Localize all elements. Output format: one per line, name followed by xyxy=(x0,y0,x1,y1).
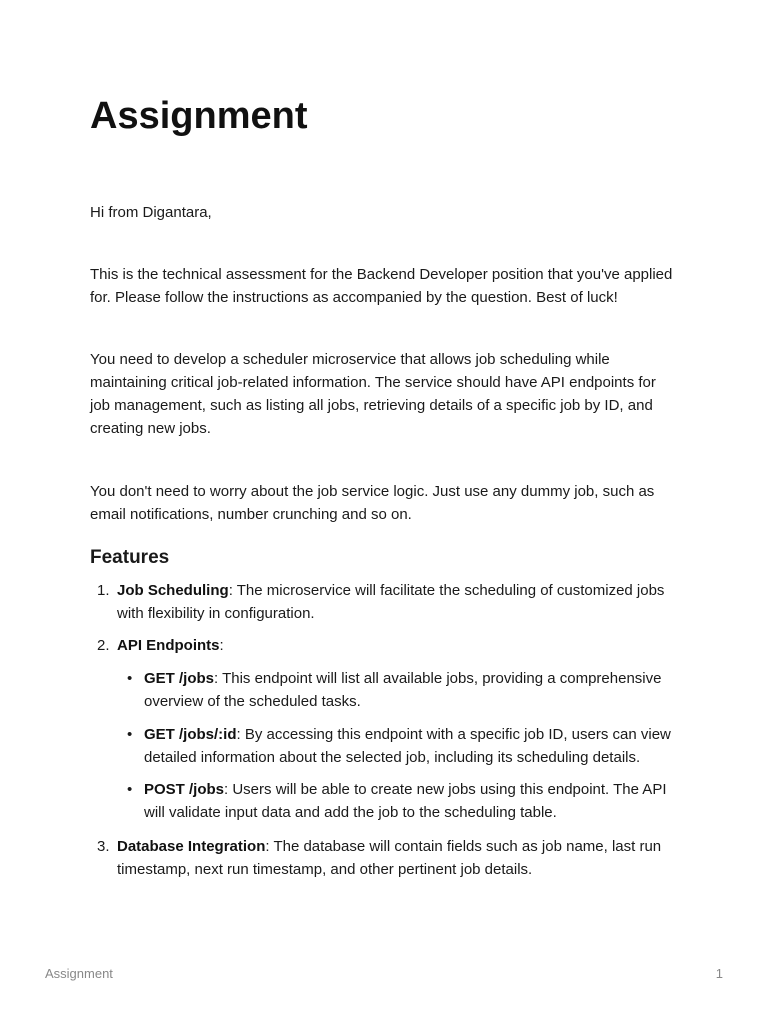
endpoint-description: : By accessing this endpoint with a specific job ID, users can view detailed information about the selected job, including its scheduling details. xyxy=(144,726,671,766)
endpoint-text xyxy=(144,723,680,769)
endpoint-item-get-jobs xyxy=(117,667,680,713)
task-paragraph: You need to develop a scheduler microservice that allows job scheduling while maintaining critical job-related information. The service should have API endpoints for job management, such as listing all jobs, retrieving details of a specific job by ID, and creating new jobs. xyxy=(90,351,656,437)
endpoint-description: : This endpoint will list all available jobs, providing a comprehensive overview of the scheduled tasks. xyxy=(144,670,662,710)
greeting-paragraph: Hi from Digantara, xyxy=(90,204,212,221)
endpoint-item-post-jobs xyxy=(117,778,680,824)
list-number: 2. xyxy=(97,637,110,654)
bullet-icon: • xyxy=(127,781,133,798)
feature-text xyxy=(117,835,680,881)
feature-text xyxy=(117,634,680,657)
feature-description: : The microservice will facilitate the scheduling of customized jobs with flexibility in configuration. xyxy=(117,582,665,622)
feature-text xyxy=(117,579,680,625)
endpoint-text xyxy=(144,667,680,713)
bullet-icon: • xyxy=(127,726,133,743)
feature-item-job-scheduling xyxy=(90,579,680,625)
feature-term: Job Scheduling xyxy=(117,582,229,599)
endpoint-term: GET /jobs xyxy=(144,670,215,687)
note-paragraph: You don't need to worry about the job service logic. Just use any dummy job, such as email notifications, number crunching and so on. xyxy=(90,483,655,523)
feature-term: Database Integration xyxy=(117,838,266,855)
page-title: Assignment xyxy=(90,95,308,137)
feature-description: : xyxy=(219,637,224,654)
list-number: 3. xyxy=(97,838,110,855)
feature-item-database-integration xyxy=(90,835,680,881)
endpoint-item-get-job-by-id xyxy=(117,723,680,769)
endpoint-description: : Users will be able to create new jobs using this endpoint. The API will validate input data and add the job to the scheduling table. xyxy=(144,781,667,821)
feature-term: API Endpoints xyxy=(117,637,220,654)
footer-title: Assignment xyxy=(45,966,113,981)
feature-description: : The database will contain fields such as job name, last run timestamp, next run timestamp, and other pertinent job details. xyxy=(117,838,662,878)
list-number: 1. xyxy=(97,582,110,599)
page-number: 1 xyxy=(715,966,723,981)
features-heading: Features xyxy=(90,547,170,568)
intro-paragraph: This is the technical assessment for the Backend Developer position that you've applied for. Please follow the instructions as accompanied by the question. Best of luck! xyxy=(90,266,673,306)
endpoint-term: POST /jobs xyxy=(144,781,225,798)
endpoint-term: GET /jobs/:id xyxy=(144,726,237,743)
bullet-icon: • xyxy=(127,670,133,687)
endpoint-text xyxy=(144,778,680,824)
feature-item-api-endpoints xyxy=(90,634,680,657)
